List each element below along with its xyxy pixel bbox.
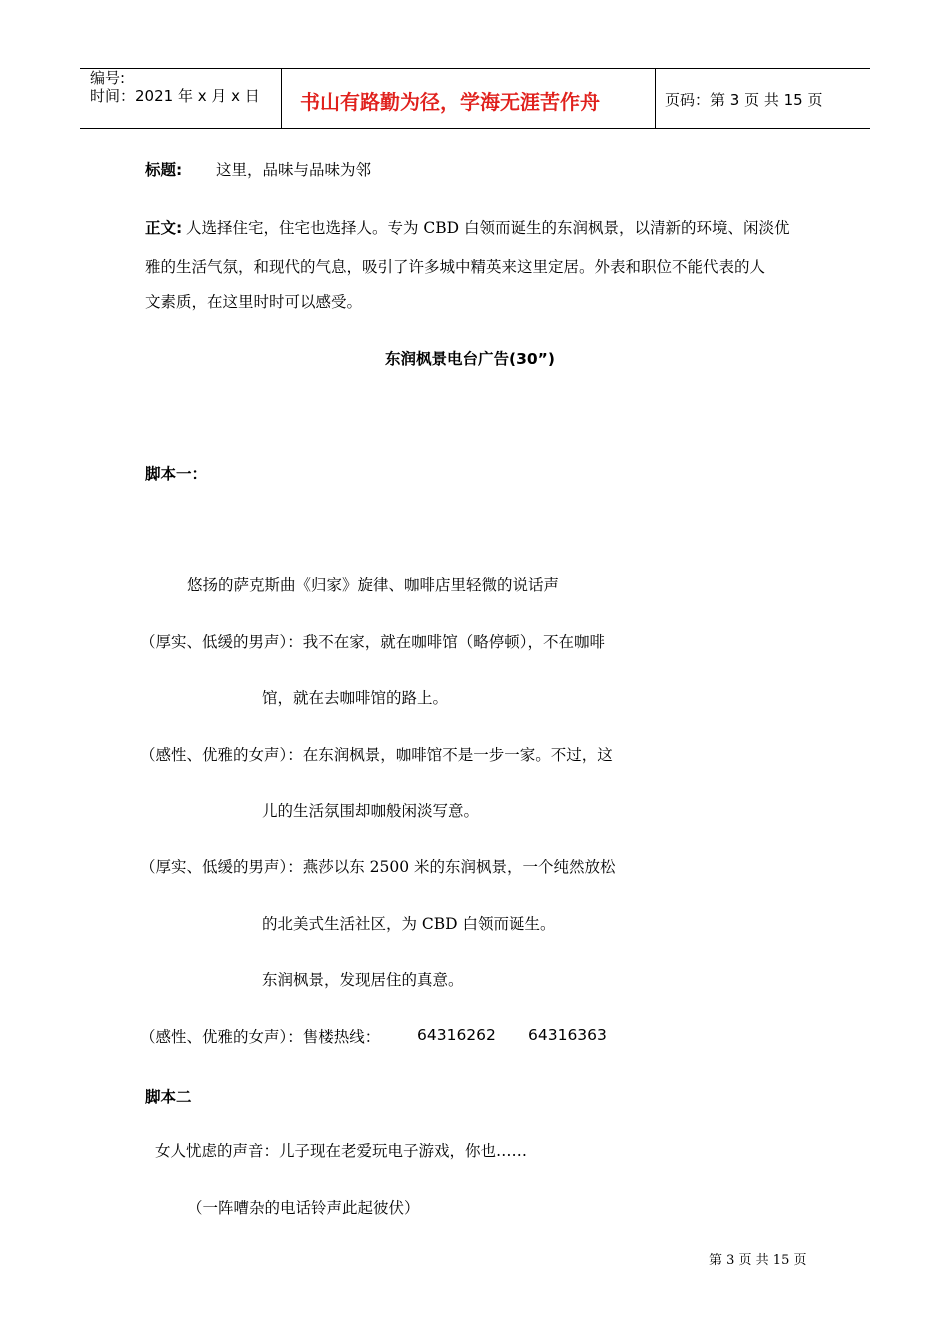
body-line-3: 文素质，在这里时时可以感受。 [145,293,363,311]
header-motto: 书山有路勤为径，学海无涯苦作舟 [300,90,600,114]
script1-sound: 悠扬的萨克斯曲《归家》旋律、咖啡店里轻微的说话声 [187,576,560,594]
script2-line: 女人忧虑的声音：儿子现在老爱玩电子游戏，你也…… [155,1142,528,1160]
script1-line: （厚实、低缓的男声）：我不在家，就在咖啡馆（略停顿），不在咖啡 [140,633,606,651]
title-text: 这里，品味与品味为邻 [216,161,372,179]
script1-phone: 64316262 [417,1026,496,1044]
header-time-label: 时间：2021 年 x 月 x 日 [90,87,260,105]
header-top-rule [80,68,870,69]
script2-heading: 脚本二 [145,1088,192,1106]
header-divider-2 [655,68,656,128]
header-number-label: 编号: [90,69,126,87]
header-divider-1 [281,68,282,128]
script1-line: 馆，就在去咖啡馆的路上。 [262,689,449,707]
ad-heading: 东润枫景电台广告(30”) [385,350,555,368]
header-bottom-rule [80,128,870,129]
body-line-2: 雅的生活气氛，和现代的气息，吸引了许多城中精英来这里定居。外表和职位不能代表的人 [145,258,766,276]
body-label: 正文: [145,219,183,237]
script1-hotline-label: （感性、优雅的女声）：售楼热线： [140,1028,381,1046]
script1-phone: 64316363 [528,1026,607,1044]
title-label: 标题: [145,161,183,179]
script1-heading: 脚本一： [145,465,208,483]
script2-line: （一阵嘈杂的电话铃声此起彼伏） [187,1199,420,1217]
body-line-1: 人选择住宅，住宅也选择人。专为 CBD 白领而诞生的东润枫景，以清新的环境、闲淡优 [186,219,790,237]
header-page-label: 页码：第 3 页 共 15 页 [665,91,823,109]
script1-line: 的北美式生活社区，为 CBD 白领而诞生。 [262,915,556,933]
script1-line: 儿的生活氛围却咖般闲淡写意。 [262,802,480,820]
script1-line: （感性、优雅的女声）：在东润枫景，咖啡馆不是一步一家。不过，这 [140,746,613,764]
script1-line: （厚实、低缓的男声）：燕莎以东 2500 米的东润枫景，一个纯然放松 [140,858,616,876]
script1-line: 东润枫景，发现居住的真意。 [262,971,464,989]
footer-page-number: 第 3 页 共 15 页 [709,1253,807,1268]
